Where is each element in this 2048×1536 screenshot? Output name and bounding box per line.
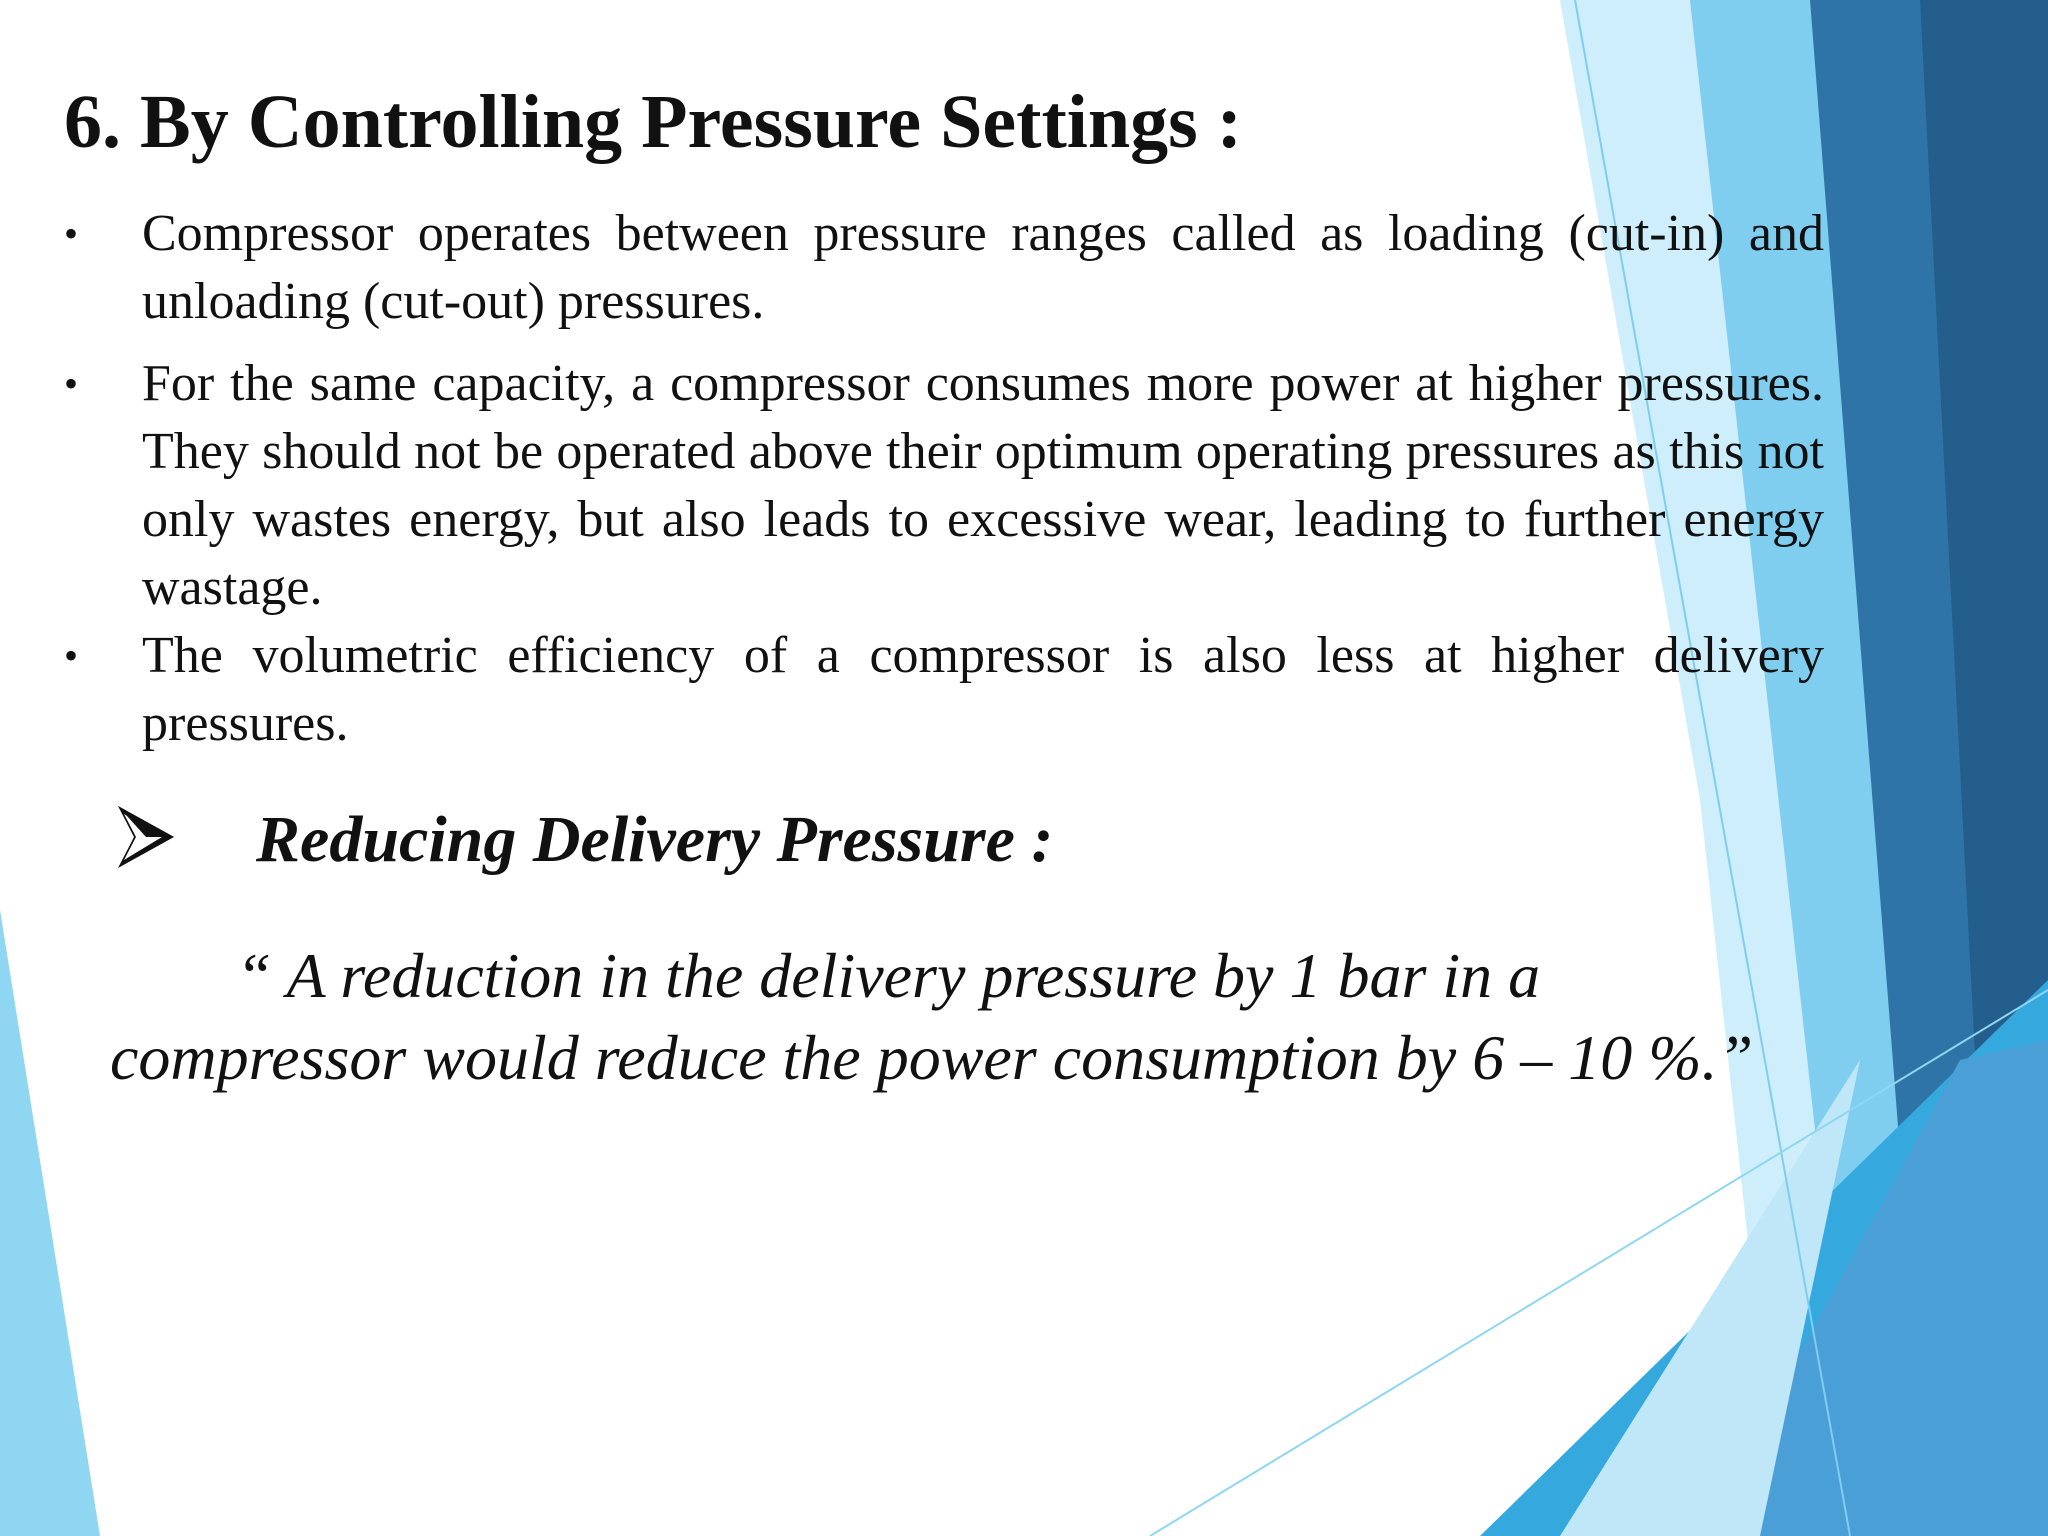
arrow-bullet-icon [116, 804, 176, 870]
subheading-text: Reducing Delivery Pressure : [256, 803, 1054, 876]
decor-left-wedge [0, 910, 100, 1536]
bullet-dot: • [64, 633, 79, 678]
bullet-item [64, 200, 1824, 336]
slide-title: 6. By Controlling Pressure Settings : [64, 80, 1243, 164]
bullet-dot: • [64, 211, 79, 256]
quote-line-1: “ A reduction in the delivery pressure by 1 bar in a [236, 940, 1541, 1011]
bullet-dot: • [64, 361, 79, 406]
bullet-list [64, 200, 1824, 772]
bullet-item [64, 350, 1824, 622]
bullet-text: The volumetric efficiency of a compressor is also less at higher delivery pressures. [142, 627, 1824, 752]
bullet-text: Compressor operates between pressure ranges called as loading (cut-in) and unloading (cut-out) pressures. [142, 205, 1824, 330]
quote-line-2: compressor would reduce the power consumption by 6 – 10 %.” [110, 1022, 1754, 1093]
bullet-text: For the same capacity, a compressor consumes more power at higher pressures. They should not be operated above their optimum operating pressures as this not only wastes energy, but also leads to excessive wear, leading to further energy wastage. [142, 355, 1824, 616]
quote-block [110, 935, 1930, 1099]
bullet-item [64, 622, 1824, 758]
